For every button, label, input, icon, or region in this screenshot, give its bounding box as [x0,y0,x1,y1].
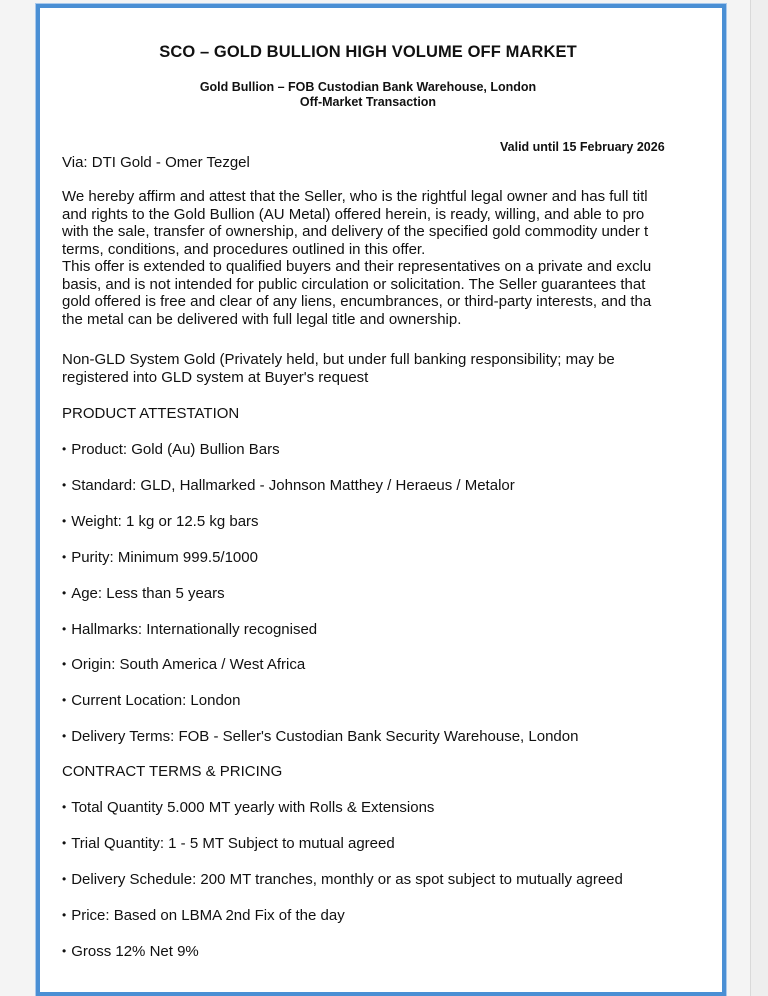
list-item [62,441,280,458]
bullet-icon: • [62,621,67,636]
system-gold-paragraph: Non-GLD System Gold (Privately held, but under full banking responsibility; may be registered into GLD system at Buyer's request [62,351,615,386]
document-subtitle-transaction: Off-Market Transaction [299,95,437,109]
list-item-text: Gross 12% Net 9% [71,942,199,960]
list-item [62,656,305,673]
document-content [62,8,682,992]
validity-date: Valid until 15 February 2026 [500,140,665,154]
list-item [62,907,345,924]
document-page [36,4,726,996]
list-item-text: Price: Based on LBMA 2nd Fix of the day [71,906,345,924]
list-item-text: Total Quantity 5.000 MT yearly with Rolls & Extensions [71,799,435,816]
list-item-text: Delivery Schedule: 200 MT tranches, monthly or as spot subject to mutually agreed [71,870,623,888]
bullet-icon: • [62,907,67,922]
bullet-icon: • [62,729,67,744]
list-item-text: Current Location: London [71,692,241,710]
adjacent-page-edge [750,0,768,996]
bullet-icon: • [62,657,67,672]
list-item-text: Purity: Minimum 999.5/1000 [71,548,258,566]
bullet-icon: • [62,800,67,814]
bullet-icon: • [62,477,67,492]
bullet-icon: • [62,693,67,708]
list-item [62,835,395,852]
list-item-text: Product: Gold (Au) Bullion Bars [71,441,280,458]
bullet-icon: • [62,835,67,850]
document-title: SCO – GOLD BULLION HIGH VOLUME OFF MARKET [159,43,577,61]
list-item [62,621,317,638]
bullet-icon: • [62,513,67,528]
bullet-icon: • [62,585,67,600]
bullet-icon: • [62,549,67,564]
list-item-text: Trial Quantity: 1 - 5 MT Subject to mutual agreed [71,834,395,852]
bullet-icon: • [62,943,67,958]
contract-terms-heading: CONTRACT TERMS & PRICING [62,763,283,780]
list-item [62,585,225,602]
affirmation-paragraph: We hereby affirm and attest that the Seller, who is the rightful legal owner and has full titl and rights to the Gold Bullion (AU Metal) offered herein, is ready, willing, and able to pro with the sale, transfer of ownership, and delivery of the specified gold commodity under t terms, conditions, and procedures outlined in this offer. This offer is extended to qualified buyers and their representatives on a private and exclu basis, and is not intended for public circulation or solicitation. The Seller guarantees that gold offered is free and clear of any liens, encumbrances, or third-party interests, and tha the metal can be delivered with full legal title and ownership. [62,188,652,328]
list-item-text: Delivery Terms: FOB - Seller's Custodian Bank Security Warehouse, London [71,728,579,746]
document-subtitle-location: Gold Bullion – FOB Custodian Bank Warehouse, London [199,80,537,94]
list-item [62,513,259,530]
product-attestation-heading: PRODUCT ATTESTATION [62,405,240,422]
bullet-icon: • [62,442,67,456]
list-item [62,728,578,745]
list-item [62,549,258,566]
list-item [62,692,241,709]
list-item [62,871,623,888]
list-item [62,477,515,494]
via-line: Via: DTI Gold - Omer Tezgel [62,154,250,171]
list-item-text: Origin: South America / West Africa [71,656,306,674]
list-item-text: Weight: 1 kg or 12.5 kg bars [71,512,259,530]
list-item-text: Age: Less than 5 years [71,584,225,602]
list-item [62,943,199,960]
list-item-text: Standard: GLD, Hallmarked - Johnson Matthey / Heraeus / Metalor [71,476,515,494]
list-item-text: Hallmarks: Internationally recognised [71,620,318,638]
bullet-icon: • [62,871,67,886]
list-item [62,799,434,816]
